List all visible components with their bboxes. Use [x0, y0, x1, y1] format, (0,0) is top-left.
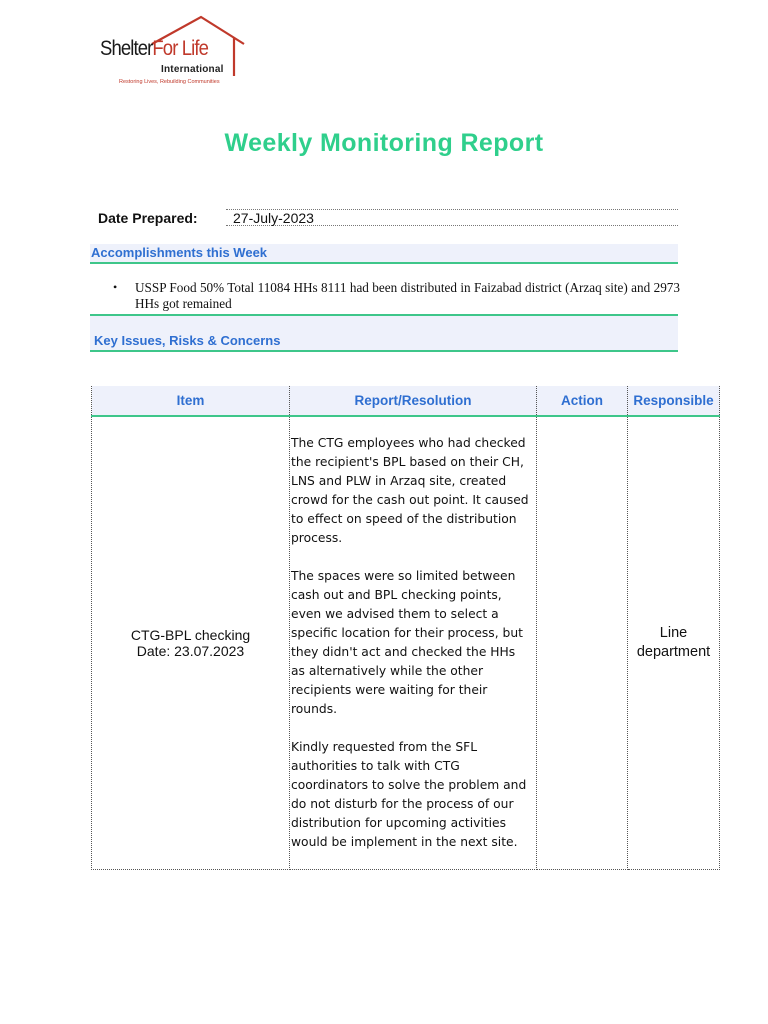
report-paragraph: The spaces were so limited between cash out and BPL checking points, even we advised them to select a specific location for their process, but they didn't act and checked the HHs as alternatively while the other recipients were waiting for their rounds. — [291, 569, 523, 716]
item-name: CTG-BPL checking — [130, 627, 251, 643]
item-cell — [92, 416, 290, 870]
key-issues-section-header — [90, 332, 678, 352]
list-item: USSP Food 50% Total 11084 HHs 8111 had been distributed in Faizabad district (Arzaq site) and 2973 HHs got remained — [135, 280, 680, 311]
accomplishments-list — [90, 276, 678, 316]
section-spacer — [90, 316, 678, 332]
logo-wordmark — [100, 37, 208, 61]
issues-table — [91, 386, 720, 870]
accomplishments-heading: Accomplishments this Week — [91, 245, 268, 260]
page-title: Weekly Monitoring Report — [224, 129, 544, 157]
logo-subtitle: International — [161, 64, 224, 75]
column-header-action: Action — [537, 386, 628, 416]
item-date: Date: 23.07.2023 — [136, 643, 245, 659]
accomplishments-section-header — [90, 244, 678, 264]
column-header-responsible: Responsible — [628, 386, 720, 416]
organization-logo — [98, 14, 248, 90]
logo-brand-right: For Life — [152, 37, 209, 60]
report-paragraph: Kindly requested from the SFL authorities to talk with CTG coordinators to solve the problem and do not disturb for the process of our distribution for upcoming activities would be implement in the next site. — [291, 740, 527, 849]
table-header-row — [92, 386, 720, 416]
bullet-icon: • — [113, 280, 118, 294]
key-issues-heading: Key Issues, Risks & Concerns — [94, 333, 281, 348]
logo-tagline: Restoring Lives, Rebuilding Communities — [119, 79, 220, 85]
action-cell — [537, 416, 628, 870]
column-header-report: Report/Resolution — [290, 386, 537, 416]
logo-brand-left: Shelter — [100, 37, 153, 60]
report-resolution-cell — [290, 416, 537, 870]
report-paragraph: The CTG employees who had checked the recipient's BPL based on their CH, LNS and PLW in Arzaq site, created crowd for the cash out point. It caused to effect on speed of the distribution process. — [291, 436, 529, 545]
table-row — [92, 416, 720, 870]
date-value-field: 27-July-2023 — [226, 209, 678, 226]
column-header-item: Item — [92, 386, 290, 416]
date-label: Date Prepared: — [98, 210, 198, 226]
responsible-cell: Line department — [628, 416, 720, 870]
